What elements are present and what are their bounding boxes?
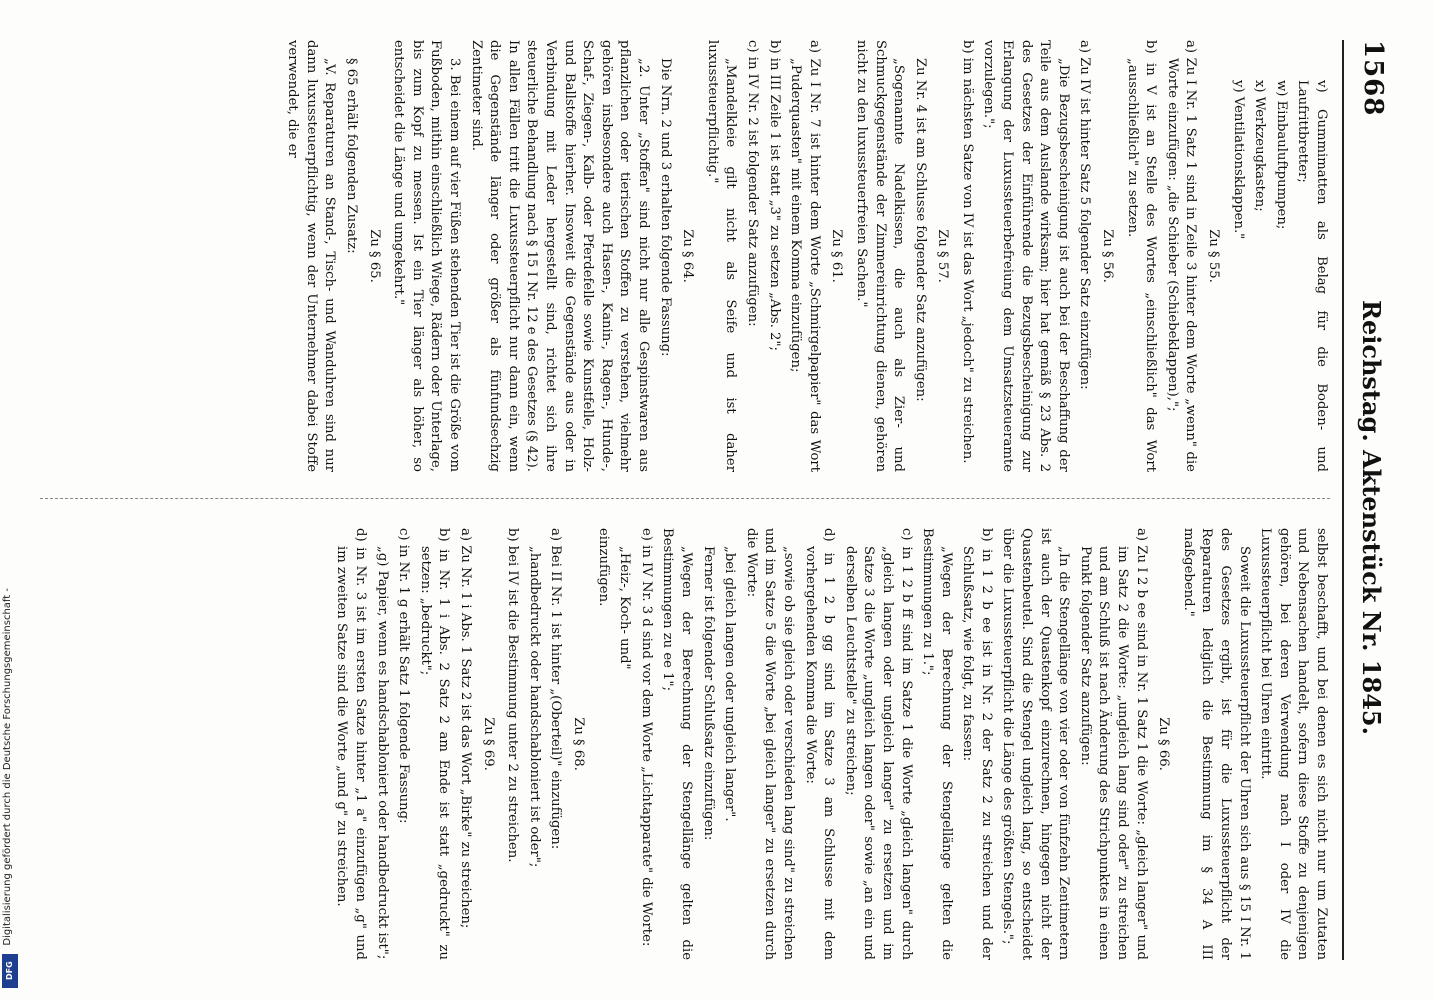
paragraph: a) Zu IV ist hinter Satz 5 folgender Satz einzufügen: [1077, 40, 1093, 390]
paragraph: Soweit die Luxussteuerpflicht der Uhren sich aus § 15 I Nr. 1 des Gesetzes ergibt, ist für die Luxussteuerpflicht der Reparaturen lediglich die Bestimmung im § 34 A III maßgebend." [1180, 528, 1252, 960]
column-divider [40, 498, 1330, 500]
section-heading: Zu § 68. [571, 717, 587, 771]
paragraph: Die Nrn. 2 und 3 erhalten folgende Fassung: [657, 58, 673, 357]
paragraph: c) in 1 2 b ff sind im Satze 1 die Worte „gleich langen" durch „gleich langen oder ungleich langer" zu ersetzen und im Satze 3 die Worte „ungleich langen oder" sowie „an ein und derselben Leuchtstelle" zu streichen; [842, 528, 914, 960]
paragraph: „Wegen der Berechnung der Stengellänge gelten die Bestimmungen zu 1."; [920, 528, 954, 960]
paragraph: x) Werkzeugkasten; [1252, 80, 1268, 212]
paragraph: Zu Nr. 4 ist am Schlusse folgender Satz anzufügen: [912, 58, 928, 402]
paragraph: y) Ventilationsklappen." [1230, 80, 1246, 240]
paragraph: b) in Nr. 1 i Abs. 2 Satz 2 am Ende ist statt „gedruckt" zu setzen: „bedruckt"; [417, 528, 452, 960]
paragraph: a) Zu I Nr. 1 Satz 1 sind in Zeile 3 hinter dem Worte „wenn" die Worte einzufügen: „die Schieber (Schiebeklappen),"; [1164, 40, 1199, 472]
paragraph: a) Bei II Nr. 1 ist hinter „(Oberteil)" einzufügen: [548, 528, 564, 850]
paragraph: b) in 1 2 b ee ist in Nr. 2 der Satz 2 zu streichen und der Schlußsatz, wie folgt, zu fassen: [960, 528, 994, 960]
paragraph: „g) Papier, wenn es handschabloniert oder handbedruckt ist"; [374, 546, 390, 960]
paragraph: „handbedruckt oder handschabloniert ist oder"; [526, 546, 542, 868]
paragraph: „2. Unter „Stoffen" sind nicht nur alle Gespinstwaren aus pflanzlichen oder tierischen Stoffen zu verstehen, vielmehr gehören insbesondere auch Hasen-, Kanin-, Ragen-, Hunde-, Schaf-, Ziegen-, Kalb- oder Pferdefelle sowie Kunstfelle, Holz- und Ballstoffe hierher. Insoweit die Gegenstände aus oder in Verbindung mit Leder hergestellt sind, richtet sich ihre steuerliche Behandlung nach § 15 I Nr. 12 e des Gesetzes (§ 42). In allen Fällen tritt die Luxussteuerpflicht nur dann ein, wenn die Gegenstände länger oder größer als fünfundsechzig Zentimeter sind. [468, 40, 651, 472]
paragraph: c) in IV Nr. 2 ist folgender Satz anzufügen: [744, 40, 760, 327]
paragraph: d) in 1 2 b gg sind im Satze 3 am Schlusse mit dem vorhergehenden Komma die Worte: [802, 528, 837, 960]
digitization-credit-strip [0, 0, 22, 992]
paragraph: b) in V ist an Stelle des Wortes „einschließlich" das Wort „ausschließlich" zu setzen. [1124, 40, 1159, 472]
paragraph: § 65 erhält folgenden Zusatz: [344, 58, 360, 254]
paragraph: w) Einbauluftpumpen; [1273, 80, 1289, 230]
dfg-logo-icon: DFG [2, 954, 18, 988]
section-heading: Zu § 55. [1206, 229, 1222, 283]
paragraph: „Mandelkleie gilt nicht als Seife und ist daher luxussteuerpflichtig." [704, 40, 739, 472]
digitization-credit: Digitalisierung gefördert durch die Deutsche Forschungsgemeinschaft - [2, 588, 13, 946]
paragraph: selbst beschafft, und bei denen es sich nicht nur um Zutaten und Nebensachen handelt, sofern diese Stoffe zu denjenigen gehören, bei deren Verwendung nach I oder IV die Luxussteuerpflicht bei Uhren eintritt. [1258, 528, 1329, 960]
section-heading: Zu § 61. [829, 229, 845, 283]
paragraph: „Wegen der Berechnung der Stengellänge gelten die Bestimmungen zu ee 1"; [660, 528, 694, 960]
paragraph: „Heiz-, Koch- und" [617, 546, 633, 670]
running-title: Reichstag. Aktenstück Nr. 1845. [1357, 300, 1386, 735]
paragraph: „bei gleich langen oder ungleich langer". [722, 546, 738, 822]
paragraph: b) bei IV ist die Bestimmung unter 2 zu streichen. [505, 528, 521, 863]
paragraph: a) Zu I Nr. 7 ist hinter dem Worte „Schmirgelpapier" das Wort „Puderquasten" mit einem Komma einzufügen; [788, 40, 822, 472]
paragraph: Ferner ist folgender Schlußsatz einzufügen: [700, 546, 716, 841]
page-number: 1568 [1358, 40, 1388, 117]
paragraph: a) Zu Nr. 1 i Abs. 1 Satz 2 ist das Wort „Birke" zu streichen; [458, 528, 474, 929]
paragraph: d) in Nr. 3 ist im ersten Satze hinter „1 a" einzufügen „g" und im zweiten Satze sind die Worte „und g" zu streichen. [334, 528, 369, 960]
paragraph: b) in III Zeile 1 ist statt „3" zu setzen „Abs. 2"; [766, 40, 782, 351]
section-heading: Zu § 65. [366, 229, 382, 283]
paragraph: „In die Stengellänge von vier oder von fünfzehn Zentimetern ist auch der Quastenkopf einzurechnen, hingegen nicht der Quastenbeutel. Sind die Stengel ungleich lang, so entscheidet über die Luxussteuerpflicht die Länge des größten Stengels."; [1000, 528, 1072, 960]
paragraph: b) im nächsten Satze von IV ist das Wort „jedoch" zu streichen. [959, 40, 975, 464]
right-text-column [40, 528, 1330, 960]
paragraph: a) Zu I 2 b ee sind in Nr. 1 Satz 1 die Worte: „gleich langer" und im Satz 2 die Worte: „ungleich lang sind oder" zu streichen und am Schluß ist nach Änderung des Strichpunktes in einen Punkt folgender Satz anzufügen: [1077, 528, 1149, 960]
paragraph: e) in IV Nr. 3 d sind vor dem Worte „Lichtapparate" die Worte: [638, 528, 654, 947]
section-heading: Zu § 69. [480, 717, 496, 771]
paragraph: „Die Bezugsbescheinigung ist auch bei der Beschaffung der Teile aus dem Auslande wirksam; hier hat gemäß § 23 Abs. 2 des Gesetzes der Einführende die Bezugsbescheinigung zur Erlangung der Luxussteuerbefreiung dem Umsatzsteueramte vorzulegen."; [981, 40, 1071, 472]
page-header [1342, 40, 1392, 960]
paragraph: „V. Reparaturen an Stand-, Tisch- und Wanduhren sind nur dann luxussteuerpflichtig, wenn der Unternehmer dabei Stoffe verwendet, die er [285, 40, 338, 472]
section-heading: Zu § 66. [1156, 717, 1172, 771]
section-heading: Zu § 64. [680, 229, 696, 283]
left-text-column [40, 40, 1330, 472]
paragraph: „sowie ob sie gleich oder verschieden lang sind" zu streichen und im Satze 5 die Worte „bei gleich langer" zu ersetzen durch die Worte: [743, 528, 796, 960]
paragraph: einzufügen. [595, 528, 611, 607]
paragraph: „Sogenannte Nadelkissen, die auch als Zier- und Schmuckgegenstände der Zimmereinrichtung dienen, gehören nicht zu den luxussteuerfreien Sachen." [853, 40, 907, 472]
paragraph: v) Gummimatten als Belag für die Boden- und Laufrittbretter; [1295, 80, 1329, 472]
paragraph: c) in Nr. 1 g erhält Satz 1 folgende Fassung: [396, 528, 412, 824]
section-heading: Zu § 56. [1100, 229, 1116, 283]
paragraph: 3. Bei einem auf vier Füßen stehenden Tier ist die Größe vom Fußboden, mithin einschließlich Wiege, Rädern oder Unterlage, bis zum Kopf zu messen. Ist ein Tier länger als höher, so entscheidet die Länge und umgekehrt." [391, 40, 463, 472]
section-heading: Zu § 57. [935, 229, 951, 283]
